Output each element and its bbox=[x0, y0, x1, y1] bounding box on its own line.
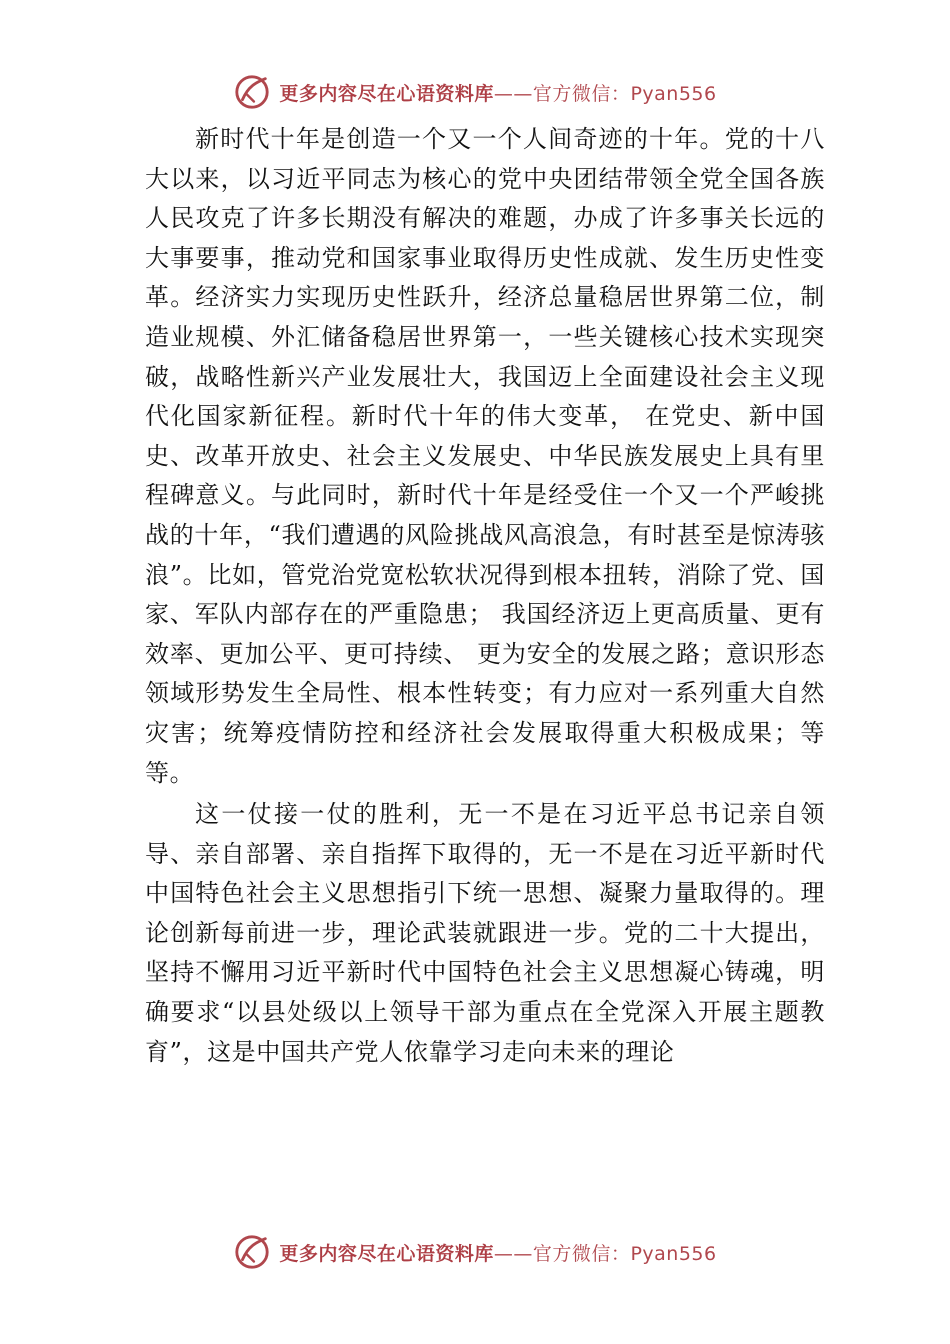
document-body bbox=[145, 120, 825, 1072]
watermark-dash: —— bbox=[493, 82, 533, 105]
header-watermark bbox=[0, 66, 950, 118]
logo-icon bbox=[233, 1233, 271, 1271]
watermark-account: Pyan556 bbox=[630, 82, 717, 105]
watermark-official: 官方微信： bbox=[532, 82, 631, 105]
watermark-brand: 更多内容尽在心语资料库 bbox=[279, 82, 494, 105]
watermark-official: 官方微信： bbox=[532, 1242, 631, 1265]
footer-watermark bbox=[0, 1226, 950, 1278]
watermark-text bbox=[279, 1239, 716, 1266]
logo-icon bbox=[233, 73, 271, 111]
paragraph-2: 这一仗接一仗的胜利，无一不是在习近平总书记亲自领导、亲自部署、亲自指挥下取得的，无一不是在习近平新时代中国特色社会主义思想指引下统一思想、凝聚力量取得的。理论创新每前进一步，理论武装就跟进一步。党的二十大提出，坚持不懈用习近平新时代中国特色社会主义思想凝心铸魂，明确要求“以县处级以上领导干部为重点在全党深入开展主题教育”，这是中国共产党人依靠学习走向未来的理论 bbox=[145, 800, 825, 1066]
watermark-brand: 更多内容尽在心语资料库 bbox=[279, 1242, 494, 1265]
watermark-dash: —— bbox=[493, 1242, 533, 1265]
watermark-account: Pyan556 bbox=[630, 1242, 717, 1265]
paragraph-1: 新时代十年是创造一个又一个人间奇迹的十年。党的十八大以来，以习近平同志为核心的党中央团结带领全党全国各族人民攻克了许多长期没有解决的难题，办成了许多事关长远的大事要事，推动党和国家事业取得历史性成就、发生历史性变革。经济实力实现历史性跃升，经济总量稳居世界第二位，制造业规模、外汇储备稳居世界第一，一些关键核心技术实现突破，战略性新兴产业发展壮大，我国迈上全面建设社会主义现代化国家新征程。新时代十年的伟大变革， 在党史、新中国史、改革开放史、社会主义发展史、中华民族发展史上具有里程碑意义。与此同时，新时代十年是经受住一个又一个严峻挑战的十年，“我们遭遇的风险挑战风高浪急，有时甚至是惊涛骇浪”。比如，管党治党宽松软状况得到根本扭转，消除了党、国家、军队内部存在的严重隐患； 我国经济迈上更高质量、更有效率、更加公平、更可持续、 更为安全的发展之路；意识形态领域形势发生全局性、根本性转变；有力应对一系列重大自然灾害；统筹疫情防控和经济社会发展取得重大积极成果；等等。 bbox=[145, 125, 825, 787]
watermark-text bbox=[279, 79, 716, 106]
